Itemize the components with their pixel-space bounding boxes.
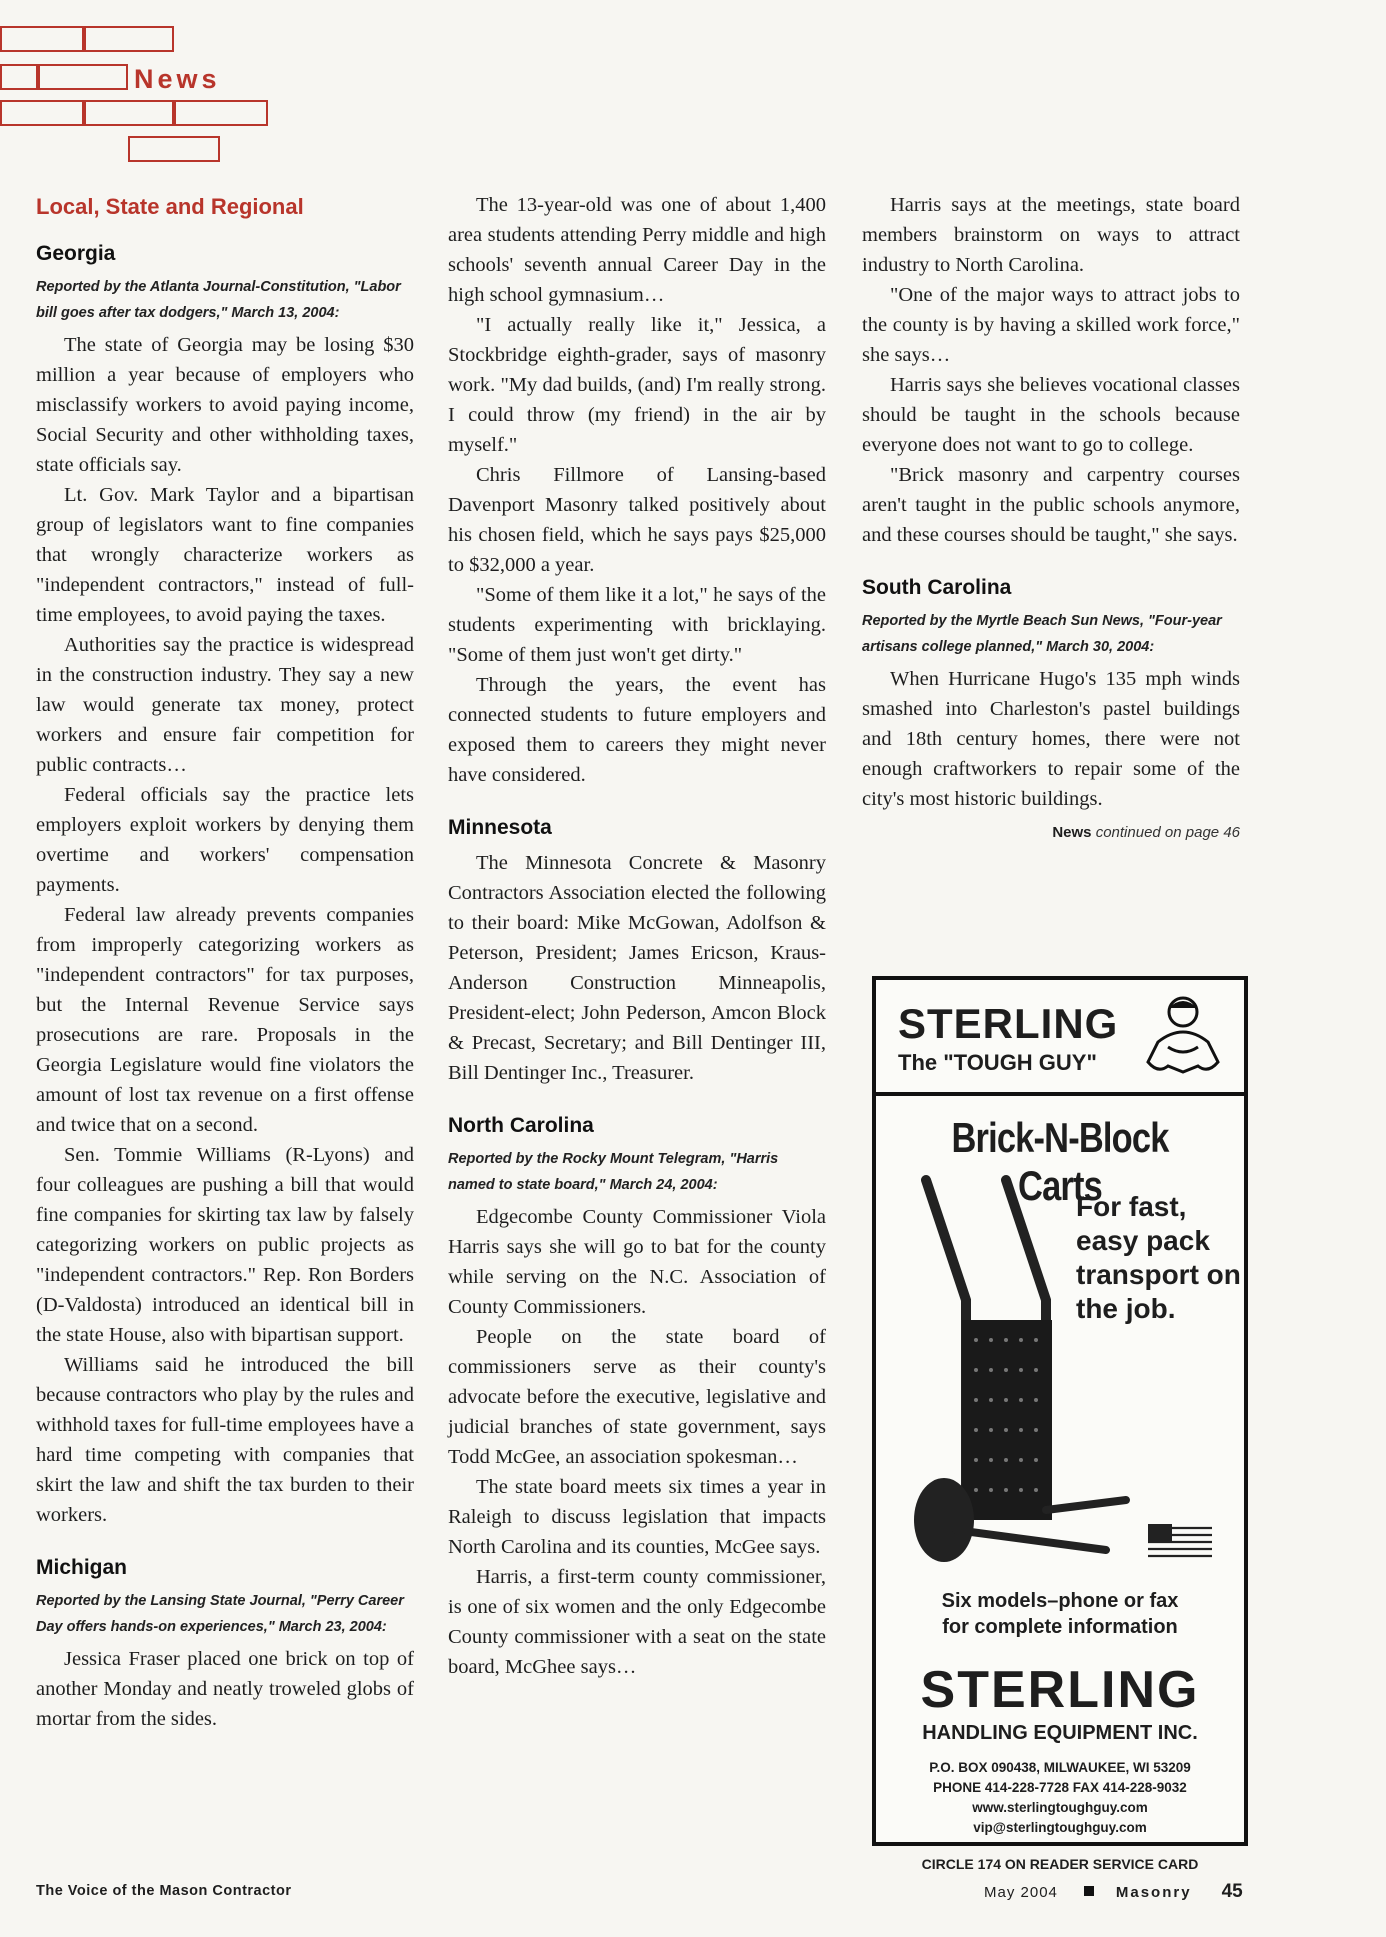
heading-south-carolina: South Carolina (862, 576, 1012, 599)
ad-website[interactable]: www.sterlingtoughguy.com (972, 1800, 1148, 1815)
paragraph: Sen. Tommie Williams (R-Lyons) and four colleagues are pushing a bill that would fine companies for skirting tax law by falsely categorizing workers on public projects as "independent contractors." Rep. Ron Borders (D-Valdosta) introduced an identical bill in the state House, also with bipartisan support. (36, 1144, 414, 1346)
paragraph: Authorities say the practice is widespread in the construction industry. They say a new law would generate tax money, protect workers and ensure fair competition for public contracts… (36, 634, 414, 776)
paragraph: Williams said he introduced the bill because contractors who play by the rules and withhold taxes for full-time employees have a hard time competing with companies that skirt the law and shift the tax burden to their workers. (36, 1354, 414, 1526)
paragraph: Edgecombe County Commissioner Viola Harris says she will go to bat for the county while serving on the N.C. Association of County Commissioners. (448, 1206, 826, 1318)
paragraph: Jessica Fraser placed one brick on top of another Monday and neatly troweled globs of mortar from the sides. (36, 1648, 414, 1730)
reader-service-card: CIRCLE 174 ON READER SERVICE CARD (921, 1856, 1199, 1872)
paragraph: Chris Fillmore of Lansing-based Davenport Masonry talked positively about his chosen field, which he says pays $25,000 to $32,000 a year. (448, 464, 826, 576)
usa-flag-icon (1148, 1522, 1212, 1562)
ad-tough-guy: The "TOUGH GUY" (898, 1050, 1097, 1075)
section-title: Local, State and Regional (36, 194, 304, 219)
source-michigan: Reported by the Lansing State Journal, "Perry Career Day offers hands-on experiences," March 23, 2004: (36, 1593, 404, 1635)
paragraph: Lt. Gov. Mark Taylor and a bipartisan group of legislators want to fine companies that wrongly characterize workers as "independent contractors," instead of full-time employees, to avoid paying the taxes. (36, 484, 414, 626)
ad-title: Brick-N-Block Carts (951, 1114, 1169, 1209)
paragraph: When Hurricane Hugo's 135 mph winds smashed into Charleston's pastel buildings and 18th century homes, there were not enough craftworkers to repair some of the city's most historic buildings. (862, 668, 1240, 810)
footer-date: May 2004 (984, 1884, 1058, 1901)
ad-models-line-2: for complete information (942, 1616, 1178, 1638)
ad-header (876, 980, 1244, 1096)
ad-brand-bottom: STERLING (920, 1661, 1200, 1719)
section-header-news: News (134, 64, 221, 94)
heading-north-carolina: North Carolina (448, 1114, 594, 1137)
source-georgia: Reported by the Atlanta Journal-Constitution, "Labor bill goes after tax dodgers," March 13, 2004: (36, 279, 401, 321)
column-2 (448, 190, 826, 1682)
paragraph: "Some of them like it a lot," he says of the students experimenting with bricklaying. "Some of them just won't get dirty." (448, 584, 826, 666)
tough-guy-mascot-icon (1138, 992, 1228, 1082)
paragraph: Harris, a first-term county commissioner, is one of six women and the only Edgecombe County commissioner with a seat on the state board, McGhee says… (448, 1566, 826, 1678)
footer-tagline: The Voice of the Mason Contractor (36, 1883, 292, 1899)
continued-label: News (1052, 824, 1092, 841)
ad-tagline: For fast, easy pack transport on the job. (1076, 1191, 1241, 1324)
column-1 (36, 190, 414, 1734)
ad-company: HANDLING EQUIPMENT INC. (922, 1722, 1198, 1744)
paragraph: Federal officials say the practice lets employers exploit workers by denying them overtime and workers' compensation payments. (36, 784, 414, 896)
paragraph: The 13-year-old was one of about 1,400 area students attending Perry middle and high schools' seventh annual Career Day in the high school gymnasium… (448, 194, 826, 306)
ad-email[interactable]: vip@sterlingtoughguy.com (973, 1820, 1147, 1835)
paragraph: "I actually really like it," Jessica, a Stockbridge eighth-grader, says of masonry work. "My dad builds, (and) I'm really strong. I could throw (my friend) in the air by myself." (448, 314, 826, 456)
heading-michigan: Michigan (36, 1556, 128, 1579)
column-3 (862, 190, 1240, 841)
heading-georgia: Georgia (36, 242, 116, 265)
ad-models-line-1: Six models–phone or fax (941, 1590, 1179, 1612)
footer-folio (984, 1881, 1243, 1903)
source-south-carolina: Reported by the Myrtle Beach Sun News, "Four-year artisans college planned," March 30, 2004: (862, 613, 1222, 655)
ad-contact-block (876, 1758, 1244, 1838)
paragraph: People on the state board of commissioners serve as their county's advocate before the executive, legislative and judicial branches of state government, says Todd McGee, an association spokesman… (448, 1326, 826, 1468)
paragraph: Federal law already prevents companies from improperly categorizing workers as "independent contractors" for tax purposes, but the Internal Revenue Service says prosecutions are rare. Proposals in the Georgia Legislature would fine violators the amount of lost tax revenue on a first offense and twice that on a second. (36, 904, 414, 1136)
ad-phone: PHONE 414-228-7728 FAX 414-228-9032 (933, 1780, 1187, 1795)
ad-address: P.O. BOX 090438, MILWAUKEE, WI 53209 (929, 1760, 1191, 1775)
continued-note (862, 824, 1240, 841)
paragraph: Harris says at the meetings, state board members brainstorm on ways to attract industry to North Carolina. (862, 194, 1240, 276)
ad-brand-top: STERLING (898, 1000, 1119, 1047)
paragraph: The state of Georgia may be losing $30 million a year because of employers who misclassify workers to avoid paying income, Social Security and other withholding taxes, state officials say. (36, 334, 414, 476)
heading-minnesota: Minnesota (448, 816, 552, 839)
paragraph: "One of the major ways to attract jobs to the county is by having a skilled work force," she says… (862, 284, 1240, 366)
news-brick-logo (0, 26, 280, 166)
paragraph: Harris says she believes vocational classes should be taught in the schools because everyone does not want to go to college. (862, 374, 1240, 456)
page-number: 45 (1221, 1881, 1243, 1902)
ad-models-text (876, 1588, 1244, 1640)
continued-text: continued on page 46 (1095, 824, 1240, 841)
source-north-carolina: Reported by the Rocky Mount Telegram, "Harris named to state board," March 24, 2004: (448, 1151, 779, 1193)
sterling-advertisement (872, 976, 1248, 1846)
footer-magazine: Masonry (1115, 1884, 1192, 1901)
paragraph: "Brick masonry and carpentry courses aren't taught in the public schools anymore, and these courses should be taught," she says. (862, 464, 1240, 546)
paragraph: Through the years, the event has connected students to future employers and exposed them to careers they might never have considered. (448, 674, 826, 786)
paragraph: The Minnesota Concrete & Masonry Contractors Association elected the following to their board: Mike McGowan, Adolfson & Peterson, President; James Ericson, Kraus-Anderson Construction Minneapolis, President-elect; John Pederson, Amcon Block & Precast, Secretary; and Bill Dentinger III, Bill Dentinger Inc., Treasurer. (448, 852, 826, 1084)
paragraph: The state board meets six times a year in Raleigh to discuss legislation that impacts North Carolina and its counties, McGee says. (448, 1476, 826, 1558)
square-bullet-icon (1084, 1886, 1094, 1896)
